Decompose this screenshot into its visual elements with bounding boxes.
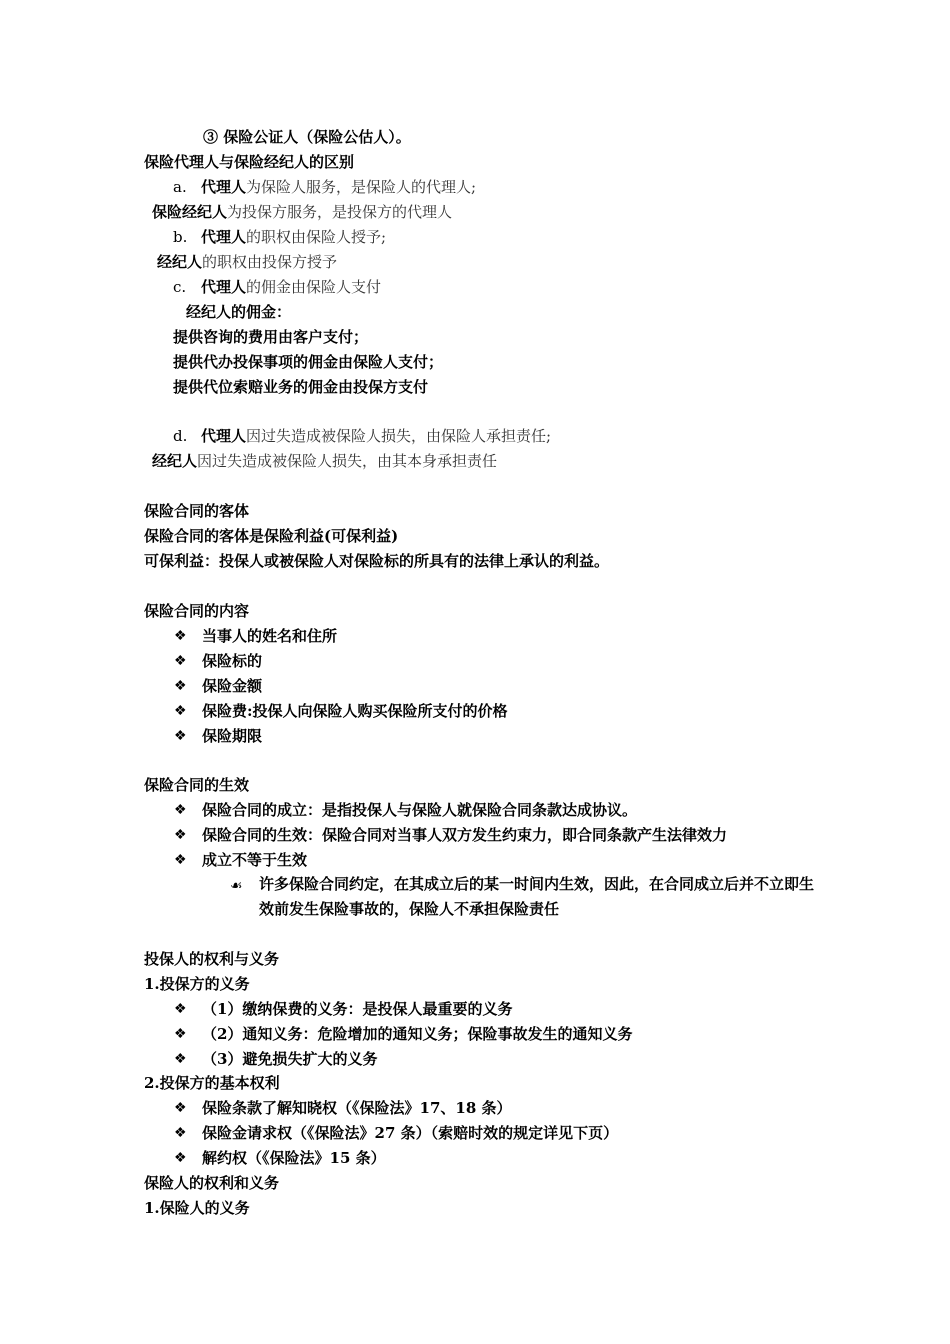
list-marker: d. [173,427,188,445]
section-heading-agent-vs-broker: 保险代理人与保险经纪人的区别 [144,153,355,171]
diamond-bullet-icon: ❖ [174,1026,187,1042]
section-heading-contract-effect: 保险合同的生效 [144,776,250,794]
section-heading-contract-content: 保险合同的内容 [144,602,250,620]
paragraph-insurable-interest: 可保利益：投保人或被保险人对保险标的所具有的法律上承认的利益。 [144,552,610,570]
diamond-bullet-icon: ❖ [174,653,187,669]
definition: 因过失造成被保险人损失，由其本身承担责任 [197,452,498,470]
list-item: 保险费:投保人向保险人购买保险所支付的价格 [202,702,508,720]
broker-commission-line-1: 提供咨询的费用由客户支付； [173,328,369,346]
list-item: 成立不等于生效 [202,851,308,869]
diamond-bullet-icon: ❖ [174,1125,187,1141]
diamond-bullet-icon: ❖ [174,802,187,818]
list-item: 当事人的姓名和住所 [202,627,338,645]
diamond-bullet-icon: ❖ [174,1100,187,1116]
subheading-policyholder-duties: 1.投保方的义务 [144,975,250,993]
list-item-d-broker [152,451,497,471]
list-item-d [173,426,551,446]
list-marker: a. [173,178,187,196]
list-item: 解约权（《保险法》15 条） [202,1149,386,1167]
list-item: 保险金请求权（《保险法》27 条）（索赔时效的规定详见下页） [202,1124,619,1142]
definition: 的职权由投保方授予 [202,253,338,271]
section-heading-insurer-rights: 保险人的权利和义务 [144,1174,280,1192]
list-item-c [173,277,381,297]
list-item: （3）避免损失扩大的义务 [202,1050,378,1068]
list-item: 保险金额 [202,677,263,695]
subheading-policyholder-rights: 2.投保方的基本权利 [144,1074,280,1092]
diamond-bullet-icon: ❖ [174,852,187,868]
definition: 为保险人服务，是保险人的代理人; [246,178,477,196]
definition: 的职权由保险人授予; [246,228,387,246]
term: 经纪人 [152,452,198,470]
list-item-notary: ③ 保险公证人（保险公估人）。 [203,128,411,146]
term: 代理人 [201,178,247,196]
definition: 的佣金由保险人支付 [246,278,382,296]
diamond-bullet-icon: ❖ [174,827,187,843]
list-item: （2）通知义务：危险增加的通知义务；保险事故发生的通知义务 [202,1025,633,1043]
list-item: 保险期限 [202,727,263,745]
broker-commission-line-2: 提供代办投保事项的佣金由保险人支付； [173,353,444,371]
list-item-a [173,177,476,197]
diamond-bullet-icon: ❖ [174,1150,187,1166]
list-item: 保险合同的成立：是指投保人与保险人就保险合同条款达成协议。 [202,801,638,819]
sub-list-item: 许多保险合同约定，在其成立后的某一时间内生效，因此，在合同成立后并不立即生效前发生保险事故的，保险人不承担保险责任 [259,875,815,918]
diamond-bullet-icon: ❖ [174,628,187,644]
list-item: 保险合同的生效：保险合同对当事人双方发生约束力，即合同条款产生法律效力 [202,826,728,844]
paragraph-contract-object: 保险合同的客体是保险利益(可保利益) [144,527,399,545]
list-item: 保险标的 [202,652,263,670]
diamond-bullet-icon: ❖ [174,1001,187,1017]
definition: 因过失造成被保险人损失，由保险人承担责任; [246,427,552,445]
list-item-a-broker [152,202,452,222]
term: 代理人 [201,228,247,246]
diamond-bullet-icon: ❖ [174,1051,187,1067]
list-item-b-broker [157,252,337,272]
term: 代理人 [201,278,247,296]
term: 保险经纪人 [152,203,228,221]
floral-bullet-icon: ☙ [230,878,243,894]
list-marker: c. [173,278,187,296]
broker-commission-line-3: 提供代位索赔业务的佣金由投保方支付 [173,378,429,396]
list-item: （1）缴纳保费的义务：是投保人最重要的义务 [202,1000,513,1018]
broker-commission-heading: 经纪人的佣金： [186,303,292,321]
term: 代理人 [201,427,247,445]
diamond-bullet-icon: ❖ [174,703,187,719]
list-marker: b. [173,228,188,246]
list-item: 保险条款了解知晓权（《保险法》17、18 条） [202,1099,512,1117]
term: 经纪人 [157,253,203,271]
section-heading-policyholder-rights: 投保人的权利与义务 [144,950,280,968]
definition: 为投保方服务，是投保方的代理人 [227,203,453,221]
list-item-b [173,227,386,247]
subheading-insurer-duties: 1.保险人的义务 [144,1199,250,1217]
diamond-bullet-icon: ❖ [174,728,187,744]
diamond-bullet-icon: ❖ [174,678,187,694]
section-heading-contract-object: 保险合同的客体 [144,502,250,520]
